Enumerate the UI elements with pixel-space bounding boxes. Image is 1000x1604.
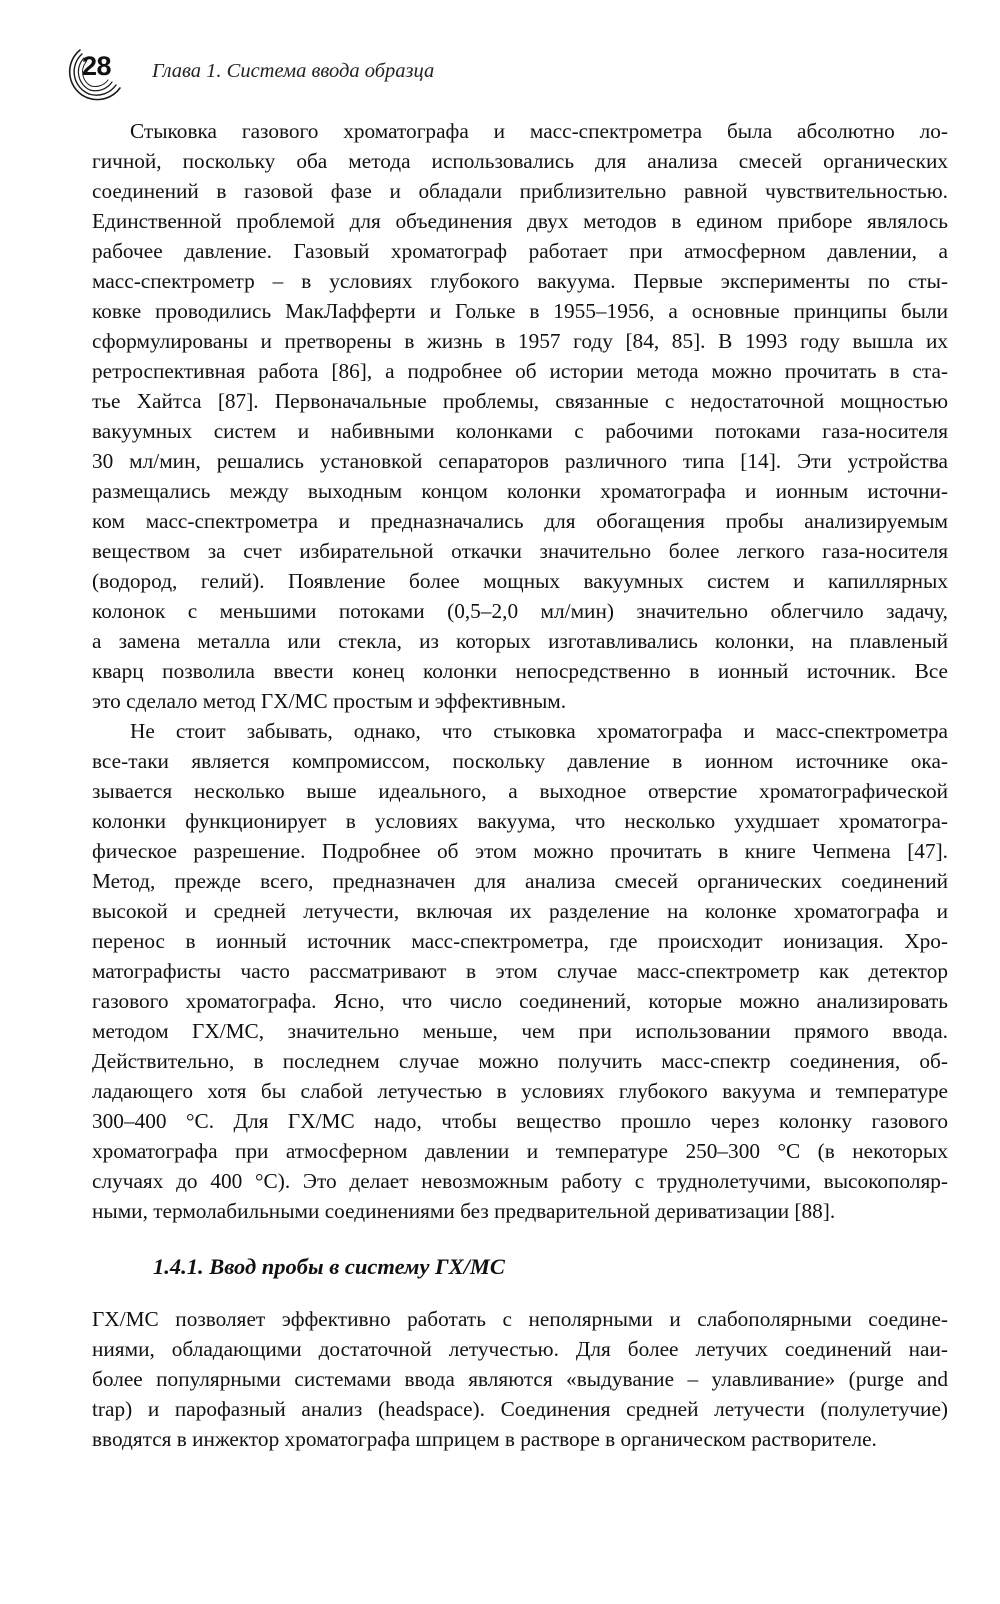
- paragraph-2: [92, 716, 948, 1226]
- text-line: Единственной проблемой для объединения двух методов в едином приборе являлось: [92, 209, 948, 233]
- text-line: вводятся в инжектор хроматографа шприцем в растворе в органическом растворителе.: [92, 1427, 877, 1451]
- text-line: ретроспективная работа [86], а подробнее об истории метода можно прочитать в ста-: [92, 359, 948, 383]
- text-line: ладающего хотя бы слабой летучестью в условиях глубокого вакуума и температуре: [92, 1079, 948, 1103]
- chapter-title: Глава 1. Система ввода образца: [152, 59, 435, 82]
- text-line: сформулированы и претворены в жизнь в 1957 году [84, 85]. В 1993 году вышла их: [92, 329, 948, 353]
- text-line: Стыковка газового хроматографа и масс-спектрометра была абсолютно ло-: [130, 119, 948, 143]
- text-line: высокой и средней летучести, включая их разделение на колонке хроматографа и: [92, 899, 948, 923]
- text-line: все-таки является компромиссом, поскольку давление в ионном источнике ока-: [92, 749, 948, 773]
- text-line: 300–400 °С. Для ГХ/МС надо, чтобы вещество прошло через колонку газового: [92, 1109, 948, 1133]
- text-line: веществом за счет избирательной откачки значительно более легкого газа-носителя: [92, 539, 948, 563]
- text-line: trap) и парофазный анализ (headspace). Соединения средней летучести (полулетучие): [92, 1397, 948, 1421]
- text-line: а замена металла или стекла, из которых изготавливались колонки, на плавленый: [92, 629, 948, 653]
- text-line: ковке проводились МакЛафферти и Гольке в 1955–1956, а основные принципы были: [92, 299, 948, 323]
- text-line: рабочее давление. Газовый хроматограф работает при атмосферном давлении, а: [92, 239, 948, 263]
- text-line: гичной, поскольку оба метода использовались для анализа смесей органических: [92, 149, 948, 173]
- text-line: масс-спектрометр – в условиях глубокого вакуума. Первые эксперименты по сты-: [92, 269, 948, 293]
- text-line: ГХ/МС позволяет эффективно работать с неполярными и слабополярными соедине-: [92, 1307, 948, 1331]
- text-line: колонок с меньшими потоками (0,5–2,0 мл/мин) значительно облегчило задачу,: [92, 599, 948, 623]
- text-line: Метод, прежде всего, предназначен для анализа смесей органических соединений: [92, 869, 948, 893]
- text-line: ниями, обладающими достаточной летучестью. Для более летучих соединений наи-: [92, 1337, 948, 1361]
- text-line: методом ГХ/МС, значительно меньше, чем при использовании прямого ввода.: [92, 1019, 948, 1043]
- paragraph-3: [92, 1304, 948, 1454]
- running-header: [58, 42, 434, 102]
- text-line: газового хроматографа. Ясно, что число соединений, которые можно анализировать: [92, 989, 948, 1013]
- paragraph-1: [92, 116, 948, 716]
- text-line: (водород, гелий). Появление более мощных вакуумных систем и капиллярных: [92, 569, 948, 593]
- text-line: хроматографа при атмосферном давлении и температуре 250–300 °С (в некоторых: [92, 1139, 948, 1163]
- text-line: Действительно, в последнем случае можно получить масс-спектр соединения, об-: [92, 1049, 948, 1073]
- text-line: матографисты часто рассматривают в этом случае масс-спектрометр как детектор: [92, 959, 948, 983]
- text-line: колонки функционирует в условиях вакуума, что несколько ухудшает хроматогра-: [92, 809, 948, 833]
- text-line: кварц позволила ввести конец колонки непосредственно в ионный источник. Все: [92, 659, 948, 683]
- text-line: случаях до 400 °С). Это делает невозможным работу с труднолетучими, высокополяр-: [92, 1169, 948, 1193]
- text-line: 30 мл/мин, решались установкой сепараторов различного типа [14]. Эти устройства: [92, 449, 948, 473]
- text-line: вакуумных систем и набивными колонками с рабочими потоками газа-носителя: [92, 419, 948, 443]
- text-line: это сделало метод ГХ/МС простым и эффективным.: [92, 689, 567, 713]
- text-line: зывается несколько выше идеального, а выходное отверстие хроматографической: [92, 779, 948, 803]
- text-line: фическое разрешение. Подробнее об этом можно прочитать в книге Чепмена [47].: [92, 839, 948, 863]
- text-line: размещались между выходным концом колонки хроматографа и ионным источни-: [92, 479, 948, 503]
- text-line: Не стоит забывать, однако, что стыковка хроматографа и масс-спектрометра: [130, 719, 948, 743]
- text-line: более популярными системами ввода являются «выдувание – улавливание» (purge and: [92, 1367, 948, 1391]
- text-line: соединений в газовой фазе и обладали приблизительно равной чувствительностью.: [92, 179, 948, 203]
- text-line: ными, термолабильными соединениями без предварительной дериватизации [88].: [92, 1199, 836, 1223]
- page-number: 28: [82, 51, 112, 81]
- text-line: перенос в ионный источник масс-спектрометра, где происходит ионизация. Хро-: [92, 929, 948, 953]
- page-number-emblem: [58, 42, 132, 102]
- text-line: тье Хайтса [87]. Первоначальные проблемы, связанные с недостаточной мощностью: [92, 389, 948, 413]
- section-heading: 1.4.1. Ввод пробы в систему ГХ/МС: [153, 1254, 505, 1279]
- text-line: ком масс-спектрометра и предназначались для обогащения пробы анализируемым: [92, 509, 948, 533]
